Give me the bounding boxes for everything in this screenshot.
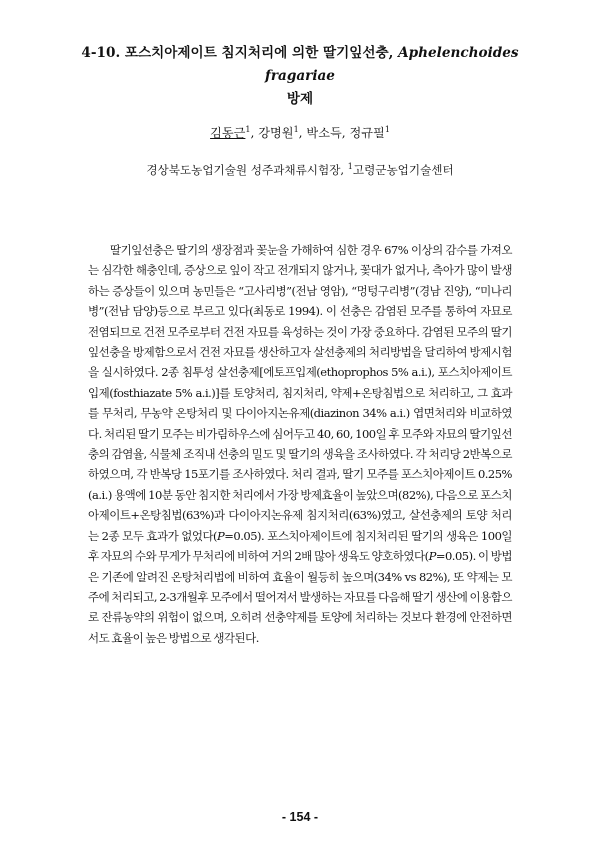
title-tail: 방제 <box>286 91 314 107</box>
page-number: - 154 - <box>281 810 319 824</box>
paper-title <box>52 42 548 111</box>
author-affiliation-mark: 1 <box>245 124 251 134</box>
author-affiliation-mark: 1 <box>293 124 299 134</box>
title-species-name: Aphelenchoides fragariae <box>265 45 519 84</box>
abstract-text-part1: 딸기잎선충은 딸기의 생장점과 꽃눈을 가해하여 심한 경우 67% 이상의 감수를 가져오는 심각한 해충인데, 증상으로 잎이 작고 전개되지 않거나, 꽃대가 없거나, 측아가 많이 발생하는 증상들이 있으며 농민들은 “고사리병”(전남 영암), “멍텅구리병”(경남 진양), “미나리병”(전남 담양)등으로 부르고 있다(최동로 1994). 이 선충은 감염된 모주를 통하여 자묘로 전염되므로 건전 모주로부터 건전 자묘를 육성하는 것이 가장 중요하다. 감염된 모주의 딸기잎선충을 방제함으로서 건전 자묘를 생산하고자 살선충제의 처리방법을 달리하여 방제시험을 실시하였다. 2종 침투성 살선충제[에토프입제(ethoprophos 5% a.i.), 포스치아제이트입제(fosthiazate 5% a.i.)]를 토양처리, 침지처리, 약제+온탕침법으로 처리하고, 그 효과를 무처리, 무농약 온탕처리 및 다이아지논유제(diazinon 34% a.i.) 엽면처리와 비교하였다. 처리된 딸기 모주는 비가림하우스에 심어두고 40, 60, 100일 후 모주와 자묘의 딸기잎선충의 감염율, 식물체 조직내 선충의 밀도 및 딸기의 생육을 조사하였다. 각 처리당 2반복으로 하였으며, 각 반복당 15포기를 조사하였다. 처리 결과, 딸기 모주를 포스치아제이트 0.25%(a.i.) 용액에 10분 동안 침지한 처리에서 가장 방제효율이 높았으며(82%), 다음으로 포스치아제이트+온탕침법(63%)과 다이아지논유제 침지처리(63%)였고, 살선충제의 토양 처리는 2종 모두 효과가 없었다( <box>88 243 512 543</box>
author-list: 김동근$^1$, 강명원$^1$, 박소득, 정규필$^1$ <box>210 124 390 140</box>
affiliation-mark: 1 <box>347 162 353 172</box>
author-name: 강명원 <box>258 126 294 140</box>
abstract-body <box>88 240 512 648</box>
affiliation-secondary: 고령군농업기술센터 <box>352 163 454 177</box>
affiliation <box>0 160 600 180</box>
affiliation-primary: 경상북도농업기술원 성주과채류시험장, <box>146 163 348 177</box>
p-value-symbol: P <box>428 549 436 564</box>
abstract-text-part2: =0.05). 포스치아제이트에 침지처리된 딸기의 생육은 100일 후 자묘의 수와 무게가 무처리에 비하여 거의 2배 많아 생육도 양호하였다( <box>88 528 512 564</box>
title-korean: 4-10. 포스치아제이트 침지처리에 의한 딸기잎선충, <box>81 45 399 61</box>
author-name: 김동근 <box>210 126 246 140</box>
author-affiliation-mark: 1 <box>384 124 390 134</box>
abstract-text-part3: =0.05). 이 방법은 기존에 알려진 온탕처리법에 비하여 효율이 월등히 높으며(34% vs 82%), 또 약제는 모주에 처리되고, 2-3개월후 모주에서 떨어져서 발생하는 자묘를 다음해 딸기 생산에 이용함으로 잔류농약의 위험이 없으며, 오히려 선충약제를 토양에 처리하는 것보다 환경에 안전하면서도 효율이 높은 방법으로 생각된다. <box>88 549 512 645</box>
p-value-symbol: P <box>217 528 225 543</box>
author-name: 박소득 <box>306 126 342 140</box>
author-name: 정규필 <box>349 126 385 140</box>
